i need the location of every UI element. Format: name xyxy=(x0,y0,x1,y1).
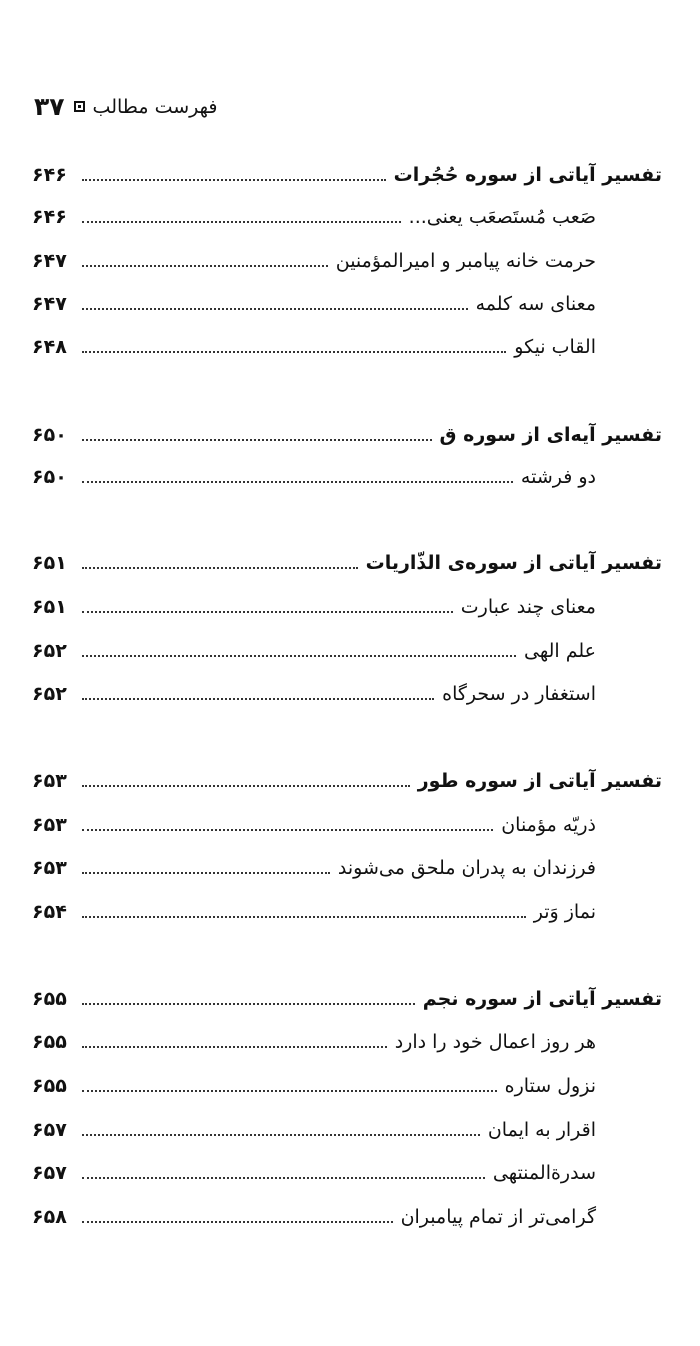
toc-page-number: ۶۵۱ xyxy=(32,596,67,618)
toc-entry-row xyxy=(32,890,596,934)
toc-entry-title: حرمت خانه پیامبر و امیرالمؤمنین xyxy=(335,250,596,272)
toc-page-number: ۶۵۱ xyxy=(32,552,67,574)
toc-entry-title: علم الهی xyxy=(524,640,596,662)
toc-page-number: ۶۵۷ xyxy=(32,1162,67,1184)
dot-leader xyxy=(82,439,432,441)
toc-page-number: ۶۵۰ xyxy=(32,424,67,446)
toc-entry-row xyxy=(32,672,596,716)
toc-entry-title: دو فرشته xyxy=(520,466,596,488)
toc-page-number: ۶۴۶ xyxy=(32,164,67,186)
toc-entry-title: صَعب مُستَصعَب یعنی... xyxy=(408,206,596,228)
toc-entry-row xyxy=(32,1195,596,1239)
toc-page-number: ۶۵۳ xyxy=(32,814,67,836)
toc-entry-row xyxy=(32,1020,596,1064)
toc-entry-row xyxy=(32,455,596,499)
square-bullet-icon xyxy=(74,101,85,112)
toc-entry-row xyxy=(32,195,596,239)
toc-entry-title: معنای سه کلمه xyxy=(475,293,596,315)
dot-leader xyxy=(82,567,358,569)
toc-entry-title: گرامی‌تر از تمام پیامبران xyxy=(400,1206,596,1228)
toc-entry-row xyxy=(32,803,596,847)
toc-section-title: تفسیر آیاتی از سوره‌ی الذّاریات xyxy=(365,552,662,574)
toc-entry-row xyxy=(32,1151,596,1195)
toc-entry-row xyxy=(32,282,596,326)
toc-page-number: ۶۵۵ xyxy=(32,1075,67,1097)
toc-entry-title: استغفار در سحرگاه xyxy=(442,683,596,705)
toc-page-number: ۶۵۵ xyxy=(32,1031,67,1053)
dot-leader xyxy=(82,785,410,787)
running-title: فهرست مطالب xyxy=(92,95,218,118)
toc-entry-row xyxy=(32,846,596,890)
dot-leader xyxy=(82,829,493,831)
toc-page-number: ۶۴۶ xyxy=(32,206,67,228)
toc-section-title: تفسیر آیاتی از سوره نجم xyxy=(422,988,662,1010)
toc-page-number: ۶۵۳ xyxy=(32,857,67,879)
dot-leader xyxy=(82,916,526,918)
dot-leader xyxy=(82,1003,415,1005)
dot-leader xyxy=(82,611,453,613)
toc-entry-row xyxy=(32,1108,596,1152)
toc-entry-title: معنای چند عبارت xyxy=(460,596,596,618)
dot-leader xyxy=(82,1221,393,1223)
dot-leader xyxy=(82,481,513,483)
toc-section-title: تفسیر آیاتی از سوره طور xyxy=(417,770,662,792)
dot-leader xyxy=(82,1177,485,1179)
dot-leader xyxy=(82,221,401,223)
toc-section-title: تفسیر آیاتی از سوره حُجُرات xyxy=(393,164,662,186)
toc-entry-title: القاب نیکو xyxy=(514,336,596,358)
toc-page-number: ۶۵۲ xyxy=(32,683,67,705)
toc-page-number: ۶۵۸ xyxy=(32,1206,67,1228)
dot-leader xyxy=(82,1046,387,1048)
toc-entry-title: نماز وَتر xyxy=(533,901,596,923)
page-number: ۳۷ xyxy=(34,92,65,121)
dot-leader xyxy=(82,1090,497,1092)
dot-leader xyxy=(82,265,328,267)
toc-section-row xyxy=(32,759,662,803)
dot-leader xyxy=(82,351,506,353)
toc-entry-row xyxy=(32,239,596,283)
toc-section-title: تفسیر آیه‌ای از سوره ق xyxy=(439,424,662,446)
toc-entry-title: ذریّه مؤمنان xyxy=(501,814,596,836)
toc-page-number: ۶۵۵ xyxy=(32,988,67,1010)
toc-section-row xyxy=(32,541,662,585)
toc-entry-title: اقرار به ایمان xyxy=(487,1119,596,1141)
toc-section-row xyxy=(32,413,662,457)
toc-entry-title: سدرةالمنتهی xyxy=(492,1162,596,1184)
toc-page-number: ۶۵۰ xyxy=(32,466,67,488)
running-header xyxy=(34,94,217,119)
toc-page-number: ۶۵۲ xyxy=(32,640,67,662)
toc-entry-row xyxy=(32,585,596,629)
toc-entry-row xyxy=(32,629,596,673)
toc-entry-title: فرزندان به پدران ملحق می‌شوند xyxy=(337,857,596,879)
toc-entry-row xyxy=(32,1064,596,1108)
toc-section-row xyxy=(32,153,662,197)
dot-leader xyxy=(82,698,434,700)
toc-entry-title: هر روز اعمال خود را دارد xyxy=(394,1031,596,1053)
toc-page-number: ۶۴۷ xyxy=(32,250,67,272)
toc-entry-title: نزول ستاره xyxy=(504,1075,596,1097)
dot-leader xyxy=(82,179,386,181)
dot-leader xyxy=(82,1134,480,1136)
toc-section-row xyxy=(32,977,662,1021)
dot-leader xyxy=(82,308,468,310)
dot-leader xyxy=(82,655,516,657)
toc-page-number: ۶۵۳ xyxy=(32,770,67,792)
dot-leader xyxy=(82,872,330,874)
toc-page-number: ۶۵۷ xyxy=(32,1119,67,1141)
toc-page-number: ۶۵۴ xyxy=(32,901,67,923)
toc-page-number: ۶۴۸ xyxy=(32,336,67,358)
toc-page-number: ۶۴۷ xyxy=(32,293,67,315)
toc-entry-row xyxy=(32,325,596,369)
